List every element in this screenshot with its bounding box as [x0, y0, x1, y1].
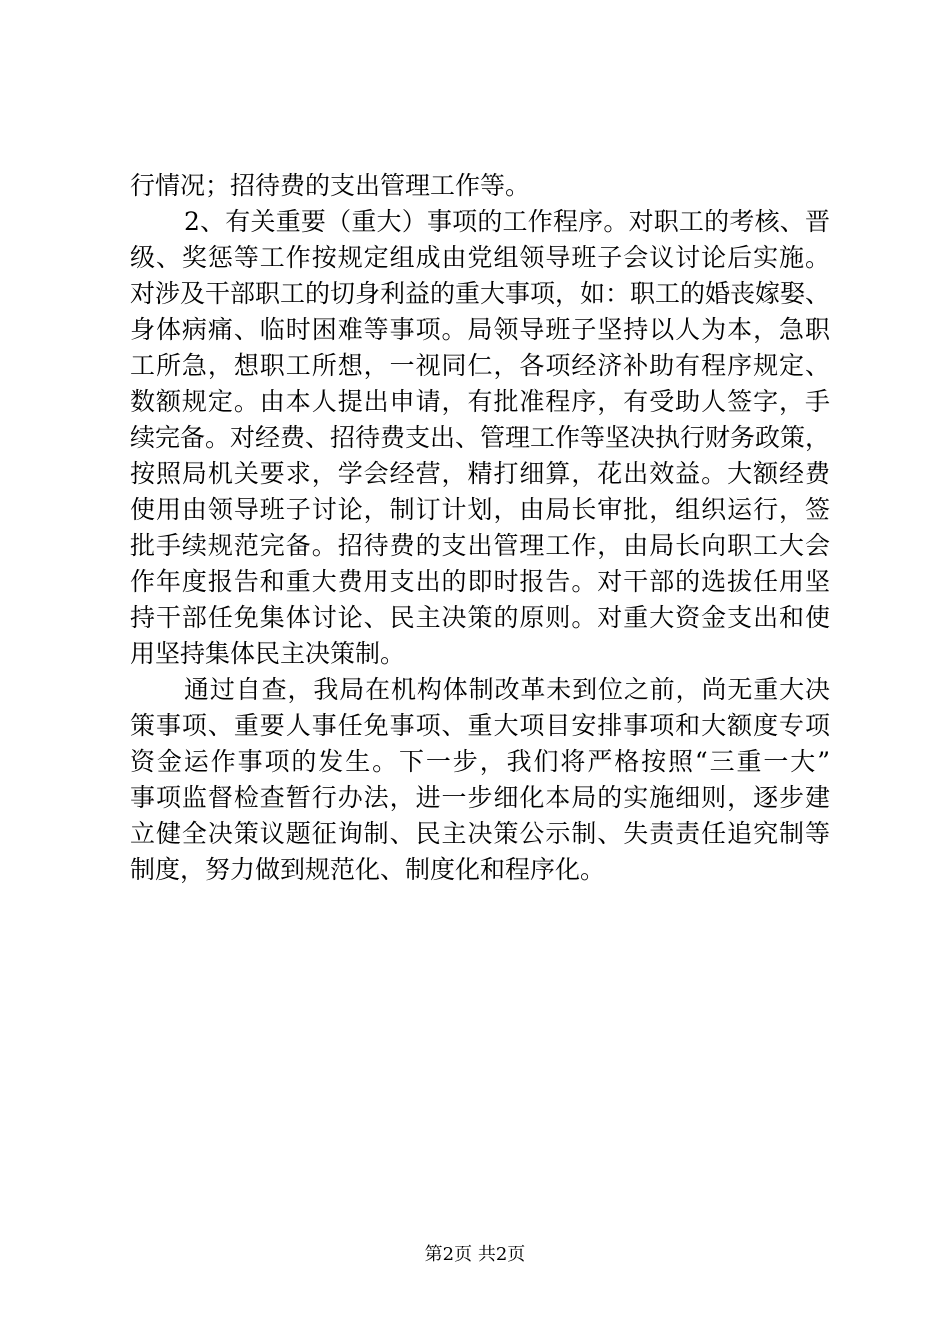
text-line: 行情况；招待费的支出管理工作等。 — [130, 171, 531, 200]
text-line: 2、有关重要（重大）事项的工作程序。对职工的考核、晋 — [184, 207, 830, 236]
page-footer: 第2页 共2页 — [424, 1244, 526, 1265]
text-line: 身体病痛、临时困难等事项。局领导班子坚持以人为本，急职 — [130, 315, 830, 344]
paragraph — [130, 204, 830, 672]
text-line: 作年度报告和重大费用支出的即时报告。对干部的选拔任用坚 — [130, 567, 830, 596]
body-text — [130, 168, 830, 888]
text-line: 持干部任免集体讨论、民主决策的原则。对重大资金支出和使 — [130, 603, 830, 632]
text-line: 使用由领导班子讨论，制订计划，由局长审批，组织运行，签 — [130, 495, 830, 524]
text-line: 制度，努力做到规范化、制度化和程序化。 — [130, 855, 606, 884]
text-line: 工所急，想职工所想，一视同仁，各项经济补助有程序规定、 — [130, 351, 830, 380]
text-line: 批手续规范完备。招待费的支出管理工作，由局长向职工大会 — [130, 531, 830, 560]
text-line: 数额规定。由本人提出申请，有批准程序，有受助人签字，手 — [130, 387, 830, 416]
text-line: 续完备。对经费、招待费支出、管理工作等坚决执行财务政策， — [130, 423, 831, 452]
paragraph — [130, 168, 830, 204]
text-line: 级、奖惩等工作按规定组成由党组领导班子会议讨论后实施。 — [130, 243, 830, 272]
text-line: 通过自查，我局在机构体制改革未到位之前，尚无重大决 — [184, 675, 830, 704]
text-line: 事项监督检查暂行办法，进一步细化本局的实施细则，逐步建 — [130, 783, 830, 812]
text-line: 策事项、重要人事任免事项、重大项目安排事项和大额度专项 — [130, 711, 830, 740]
text-line: 按照局机关要求，学会经营，精打细算，花出效益。大额经费 — [130, 459, 830, 488]
text-line: 对涉及干部职工的切身利益的重大事项，如：职工的婚丧嫁娶、 — [130, 279, 831, 308]
text-line: 用坚持集体民主决策制。 — [130, 639, 406, 668]
text-line: 资金运作事项的发生。下一步，我们将严格按照“三重一大” — [130, 747, 830, 776]
text-line: 立健全决策议题征询制、民主决策公示制、失责责任追究制等 — [130, 819, 830, 848]
paragraph — [130, 672, 830, 888]
